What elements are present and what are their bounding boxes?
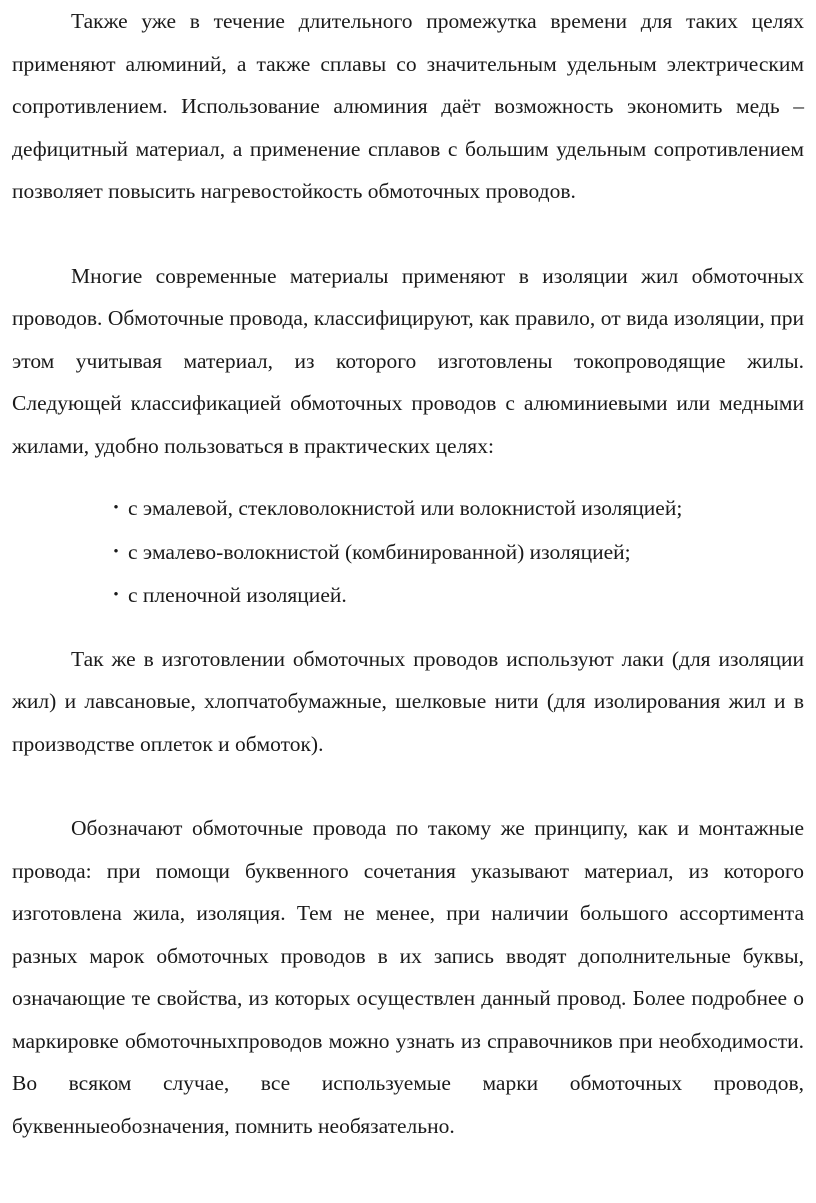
paragraph-spacer	[12, 618, 804, 638]
document-body	[12, 0, 804, 1147]
list-item	[12, 574, 804, 618]
paragraph-marking: Обозначают обмоточные провода по такому же принципу, как и монтажные провода: при помощи буквенного сочетания указывают материал, из которого изготовлена жила, изоляция. Тем не менее, при наличии большого ассортимента разных марок обмоточных проводов в их запись вводят дополнительные буквы, означающие те свойства, из которых осуществлен данный провод. Более подробнее о маркировке обмоточныхпроводов можно узнать из справочников при необходимости. Во всяком случае, все используемые марки обмоточных проводов, буквенныеобозначения, помнить необязательно.	[12, 816, 804, 1138]
list-item-text: с эмалево-волокнистой (комбинированной) изоляцией;	[128, 539, 631, 564]
bullet-icon: •	[113, 500, 119, 516]
paragraph-aluminium-alloys: Также уже в течение длительного промежутка времени для таких целях применяют алюминий, а также сплавы со значительным удельным электрическим сопротивлением. Использование алюминия даёт возможность экономить медь – дефицитный материал, а применение сплавов с большим удельным сопротивлением позволяет повысить нагревостойкость обмоточных проводов.	[12, 9, 804, 203]
list-item-text: с пленочной изоляцией.	[128, 583, 347, 607]
bullet-icon: •	[113, 543, 119, 560]
paragraph-lacquers-threads: Так же в изготовлении обмоточных проводов используют лаки (для изоляции жил) и лавсановые, хлопчатобумажные, шелковые нити (для изолирования жил и в производстве оплеток и обмоток).	[12, 646, 804, 756]
list-item	[12, 487, 804, 531]
paragraph-spacer	[12, 765, 804, 807]
paragraph-insulation-classification: Многие современные материалы применяют в изоляции жил обмоточных проводов. Обмоточные провода, классифицируют, как правило, от вида изоляции, при этом учитывая материал, из которого изготовлены токопроводящие жилы. Следующей классификацией обмоточных проводов с алюминиевыми или медными жилами, удобно пользоваться в практических целях:	[12, 263, 804, 458]
list-item-text: с эмалевой, стекловолокнистой или волокнистой изоляцией;	[128, 496, 683, 520]
paragraph-spacer	[12, 213, 804, 255]
paragraph-spacer	[12, 467, 804, 487]
bullet-icon: •	[113, 587, 119, 603]
list-item	[12, 531, 804, 575]
insulation-types-list	[12, 487, 804, 618]
